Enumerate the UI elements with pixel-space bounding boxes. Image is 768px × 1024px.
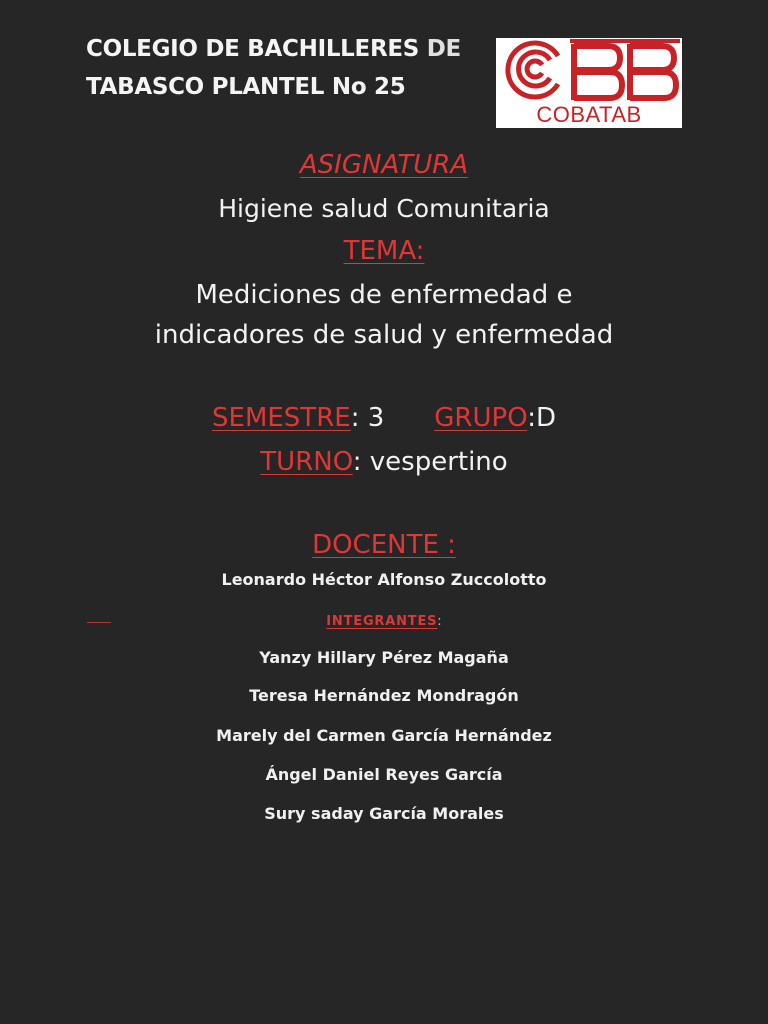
school-header xyxy=(86,30,461,106)
school-name-text: COLEGIO DE BACHILLERES xyxy=(86,36,420,62)
school-name-line-2: TABASCO PLANTEL No 25 xyxy=(86,74,406,100)
docente-label: DOCENTE : xyxy=(312,530,456,560)
member-5: Sury saday García Morales xyxy=(264,804,504,823)
docente-name: Leonardo Héctor Alfonso Zuccolotto xyxy=(221,570,547,589)
school-name-line-1 xyxy=(86,30,461,68)
turno-value: : vespertino xyxy=(352,447,508,477)
semestre-label: SEMESTRE xyxy=(212,403,351,433)
school-name-de: DE xyxy=(426,36,461,62)
member-2: Teresa Hernández Mondragón xyxy=(249,686,519,705)
grupo-value: :D xyxy=(527,403,556,433)
asignatura-label-row xyxy=(0,150,768,180)
integrantes-label-row xyxy=(0,610,768,629)
cobatab-emblem-icon xyxy=(496,38,682,104)
turno-label: TURNO xyxy=(260,447,353,477)
member-4: Ángel Daniel Reyes García xyxy=(265,765,503,784)
tema-line-1: Mediciones de enfermedad e xyxy=(195,280,573,310)
grupo-label: GRUPO xyxy=(434,403,528,433)
docente-label-row xyxy=(0,530,768,560)
integrantes-label: INTEGRANTES xyxy=(326,614,438,629)
turno-row xyxy=(0,447,768,477)
tema-label: TEMA: xyxy=(343,236,425,266)
tema-label-row xyxy=(0,236,768,266)
member-1: Yanzy Hillary Pérez Magaña xyxy=(259,648,509,667)
asignatura-label: ASIGNATURA xyxy=(299,150,469,180)
cobatab-logo xyxy=(496,38,682,128)
logo-wordmark: COBATAB xyxy=(536,102,642,127)
semestre-grupo-row xyxy=(0,403,768,433)
semestre-value: : 3 xyxy=(350,403,385,433)
member-3: Marely del Carmen García Hernández xyxy=(216,726,552,745)
integrantes-colon: : xyxy=(437,614,442,629)
tema-line-2: indicadores de salud y enfermedad xyxy=(154,320,614,350)
asignatura-value: Higiene salud Comunitaria xyxy=(218,194,550,223)
